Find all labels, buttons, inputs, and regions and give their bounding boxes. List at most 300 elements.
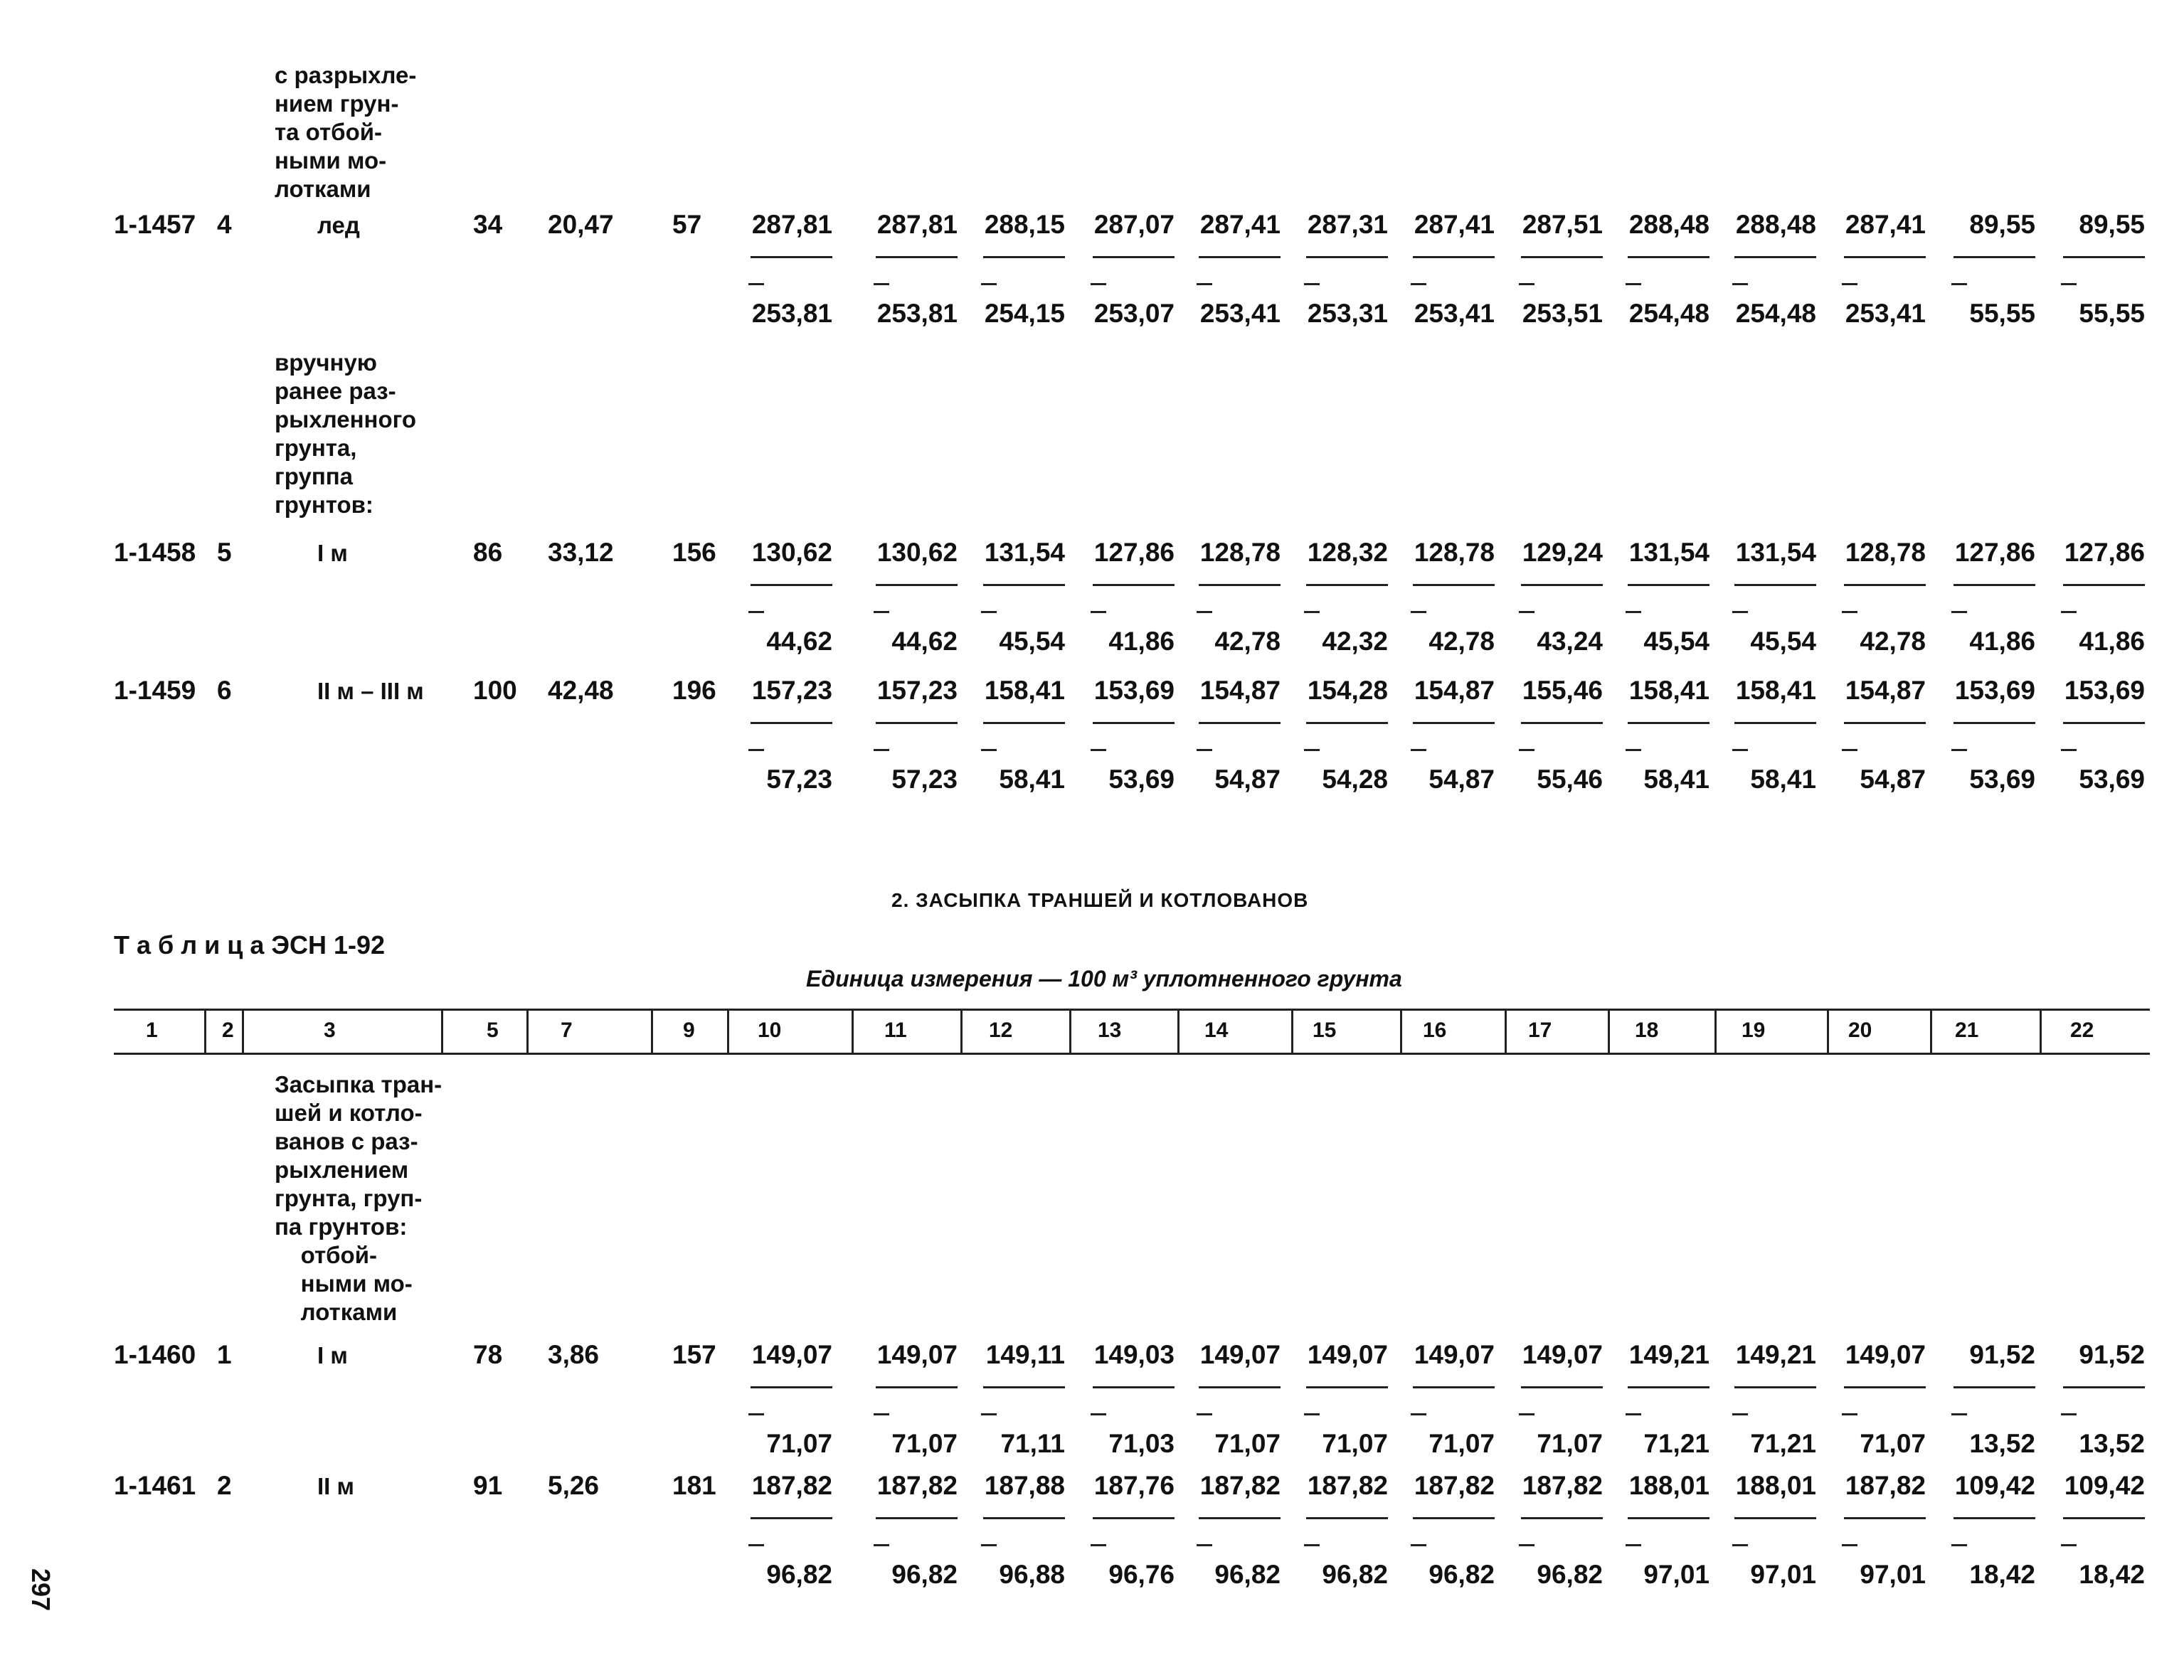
column-header-11: 11 [884, 1019, 907, 1042]
value-denominator: 96,82 [1428, 1560, 1495, 1589]
fraction-dash [874, 1544, 889, 1546]
fraction-bar [1954, 1386, 2035, 1388]
fraction-bar [751, 1517, 832, 1519]
section-title: 2. ЗАСЫПКА ТРАНШЕЙ И КОТЛОВАНОВ [891, 889, 1309, 911]
fraction-dash [981, 1544, 997, 1546]
header-column-divider [526, 1010, 529, 1054]
column-header-22: 22 [2070, 1019, 2094, 1042]
value-numerator: 288,48 [1628, 210, 1709, 239]
fraction-bar [1628, 584, 1709, 586]
header-column-divider [852, 1010, 854, 1054]
fraction-bar [983, 584, 1065, 586]
header-column-divider [1930, 1010, 1932, 1054]
value-numerator: 128,78 [1845, 538, 1926, 567]
fraction-dash [748, 1544, 764, 1546]
fraction-bar [1521, 1517, 1603, 1519]
column-header-13: 13 [1098, 1019, 1122, 1042]
fraction-dash [981, 611, 997, 613]
fraction-bar [983, 722, 1065, 724]
fraction-bar [751, 584, 832, 586]
col-5-value: 86 [473, 538, 503, 567]
fraction-bar [1093, 1517, 1175, 1519]
value-numerator: 287,41 [1199, 210, 1281, 239]
fraction-dash [874, 749, 889, 751]
col-5-value: 78 [473, 1340, 503, 1369]
header-column-divider [1291, 1010, 1293, 1054]
fraction-dash [1732, 283, 1748, 285]
value-denominator: 55,46 [1537, 765, 1603, 794]
value-denominator: 71,21 [1643, 1429, 1709, 1458]
value-denominator: 96,82 [766, 1560, 832, 1589]
value-denominator: 18,42 [1969, 1560, 2035, 1589]
value-numerator: 287,81 [751, 210, 832, 239]
col-9-value: 157 [672, 1340, 716, 1369]
fraction-bar [1628, 256, 1709, 258]
value-denominator: 41,86 [1969, 627, 2035, 656]
row-code: 1-1459 [114, 676, 196, 705]
value-denominator: 71,07 [1860, 1429, 1926, 1458]
value-denominator: 71,07 [891, 1429, 958, 1458]
value-numerator: 187,76 [1093, 1471, 1175, 1500]
value-denominator: 13,52 [1969, 1429, 2035, 1458]
value-numerator: 149,21 [1735, 1340, 1816, 1369]
header-column-divider [1714, 1010, 1717, 1054]
fraction-dash [748, 1413, 764, 1415]
value-numerator: 158,41 [1628, 676, 1709, 705]
row-code: 1-1461 [114, 1471, 196, 1500]
fraction-dash [1626, 1413, 1641, 1415]
fraction-dash [1626, 611, 1641, 613]
value-numerator: 149,03 [1093, 1340, 1175, 1369]
header-column-divider [1069, 1010, 1071, 1054]
fraction-bar [751, 1386, 832, 1388]
fraction-bar [1413, 256, 1495, 258]
value-denominator: 253,51 [1522, 299, 1603, 328]
column-header-9: 9 [683, 1019, 695, 1042]
value-denominator: 71,21 [1750, 1429, 1816, 1458]
fraction-bar [1199, 722, 1281, 724]
fraction-dash [874, 1413, 889, 1415]
fraction-dash [1197, 283, 1212, 285]
value-numerator: 149,21 [1628, 1340, 1709, 1369]
value-numerator: 187,82 [876, 1471, 958, 1500]
value-denominator: 54,28 [1322, 765, 1388, 794]
value-numerator: 131,54 [1735, 538, 1816, 567]
col-7-value: 20,47 [548, 210, 614, 239]
fraction-bar [1413, 584, 1495, 586]
fraction-bar [1521, 584, 1603, 586]
value-denominator: 58,41 [999, 765, 1065, 794]
fraction-bar [1521, 256, 1603, 258]
fraction-bar [1199, 1517, 1281, 1519]
value-denominator: 71,11 [1000, 1429, 1065, 1458]
value-numerator: 129,24 [1522, 538, 1603, 567]
value-denominator: 54,87 [1428, 765, 1495, 794]
value-denominator: 58,41 [1643, 765, 1709, 794]
value-numerator: 187,82 [1522, 1471, 1603, 1500]
col-7-value: 5,26 [548, 1471, 600, 1500]
fraction-dash [1519, 749, 1534, 751]
fraction-bar [983, 1386, 1065, 1388]
fraction-bar [876, 584, 958, 586]
fraction-dash [1411, 749, 1426, 751]
row-subtitle: II м [317, 1473, 354, 1499]
fraction-bar [1954, 584, 2035, 586]
fraction-bar [1734, 1517, 1816, 1519]
value-denominator: 253,81 [751, 299, 832, 328]
value-numerator: 128,78 [1414, 538, 1495, 567]
fraction-dash [1626, 1544, 1641, 1546]
fraction-dash [2061, 1413, 2077, 1415]
fraction-dash [981, 1413, 997, 1415]
value-numerator: 130,62 [876, 538, 958, 567]
value-denominator: 71,07 [1537, 1429, 1603, 1458]
row-description: вручную ранее раз- рыхленного грунта, группа грунтов: [275, 349, 417, 518]
fraction-bar [1093, 722, 1175, 724]
value-numerator: 131,54 [1628, 538, 1709, 567]
fraction-bar [1306, 722, 1388, 724]
value-numerator: 149,07 [1414, 1340, 1495, 1369]
col-9-value: 156 [672, 538, 716, 567]
value-numerator: 187,82 [1845, 1471, 1926, 1500]
col-7-value: 33,12 [548, 538, 614, 567]
value-numerator: 287,81 [876, 210, 958, 239]
value-denominator: 53,69 [2079, 765, 2145, 794]
value-denominator: 71,07 [766, 1429, 832, 1458]
fraction-dash [1304, 611, 1320, 613]
fraction-dash [981, 283, 997, 285]
value-denominator: 254,48 [1628, 299, 1709, 328]
fraction-bar [1844, 584, 1926, 586]
col-5-value: 91 [473, 1471, 503, 1500]
value-numerator: 187,82 [1307, 1471, 1388, 1500]
column-header-21: 21 [1955, 1019, 1979, 1042]
fraction-dash [1951, 749, 1967, 751]
fraction-dash [1091, 749, 1106, 751]
header-column-divider [960, 1010, 963, 1054]
value-denominator: 18,42 [2079, 1560, 2145, 1589]
value-numerator: 128,32 [1307, 538, 1388, 567]
value-numerator: 89,55 [1969, 210, 2035, 239]
column-header-5: 5 [487, 1019, 499, 1042]
fraction-dash [874, 611, 889, 613]
fraction-bar [876, 722, 958, 724]
fraction-bar [1306, 1517, 1388, 1519]
value-numerator: 149,07 [876, 1340, 958, 1369]
header-column-divider [1177, 1010, 1180, 1054]
row-subtitle: I м [317, 1342, 348, 1368]
column-header-14: 14 [1204, 1019, 1229, 1042]
value-numerator: 89,55 [2079, 210, 2145, 239]
row-description: Засыпка тран- шей и котло- ванов с раз- рыхлением грунта, груп- па грунтов: отбой- ными мо- лотками [275, 1071, 442, 1325]
fraction-dash [1626, 749, 1641, 751]
fraction-bar [1093, 256, 1175, 258]
fraction-bar [1306, 584, 1388, 586]
fraction-dash [1304, 283, 1320, 285]
value-numerator: 154,87 [1845, 676, 1926, 705]
fraction-bar [1844, 1517, 1926, 1519]
fraction-dash [1304, 1544, 1320, 1546]
fraction-dash [1091, 611, 1106, 613]
col-7-value: 42,48 [548, 676, 614, 705]
fraction-bar [1521, 722, 1603, 724]
value-numerator: 158,41 [984, 676, 1065, 705]
fraction-bar [1954, 722, 2035, 724]
header-column-divider [1400, 1010, 1402, 1054]
value-numerator: 158,41 [1735, 676, 1816, 705]
value-numerator: 91,52 [2079, 1340, 2145, 1369]
value-denominator: 43,24 [1537, 627, 1603, 656]
fraction-dash [2061, 1544, 2077, 1546]
fraction-dash [1951, 1544, 1967, 1546]
value-numerator: 187,88 [984, 1471, 1065, 1500]
fraction-bar [876, 256, 958, 258]
value-denominator: 96,82 [1322, 1560, 1388, 1589]
value-numerator: 288,48 [1735, 210, 1816, 239]
value-numerator: 157,23 [751, 676, 832, 705]
column-header-2: 2 [222, 1019, 234, 1042]
fraction-bar [1306, 256, 1388, 258]
row-subtitle: I м [317, 540, 348, 566]
value-denominator: 71,07 [1428, 1429, 1495, 1458]
value-numerator: 157,23 [876, 676, 958, 705]
fraction-bar [1844, 256, 1926, 258]
value-numerator: 288,15 [984, 210, 1065, 239]
value-denominator: 71,07 [1322, 1429, 1388, 1458]
header-column-divider [1608, 1010, 1610, 1054]
fraction-bar [1413, 1386, 1495, 1388]
value-numerator: 187,82 [1414, 1471, 1495, 1500]
fraction-dash [1411, 611, 1426, 613]
fraction-dash [2061, 611, 2077, 613]
value-numerator: 127,86 [2064, 538, 2145, 567]
value-denominator: 54,87 [1214, 765, 1281, 794]
column-header-10: 10 [758, 1019, 782, 1042]
value-denominator: 253,07 [1093, 299, 1175, 328]
fraction-bar [2063, 1386, 2145, 1388]
header-column-divider [2040, 1010, 2042, 1054]
value-denominator: 96,76 [1108, 1560, 1175, 1589]
fraction-dash [1411, 1413, 1426, 1415]
value-denominator: 97,01 [1860, 1560, 1926, 1589]
column-header-17: 17 [1528, 1019, 1552, 1042]
fraction-dash [1842, 283, 1857, 285]
row-description: с разрыхле- нием грун- та отбой- ными мо- лотками [275, 62, 417, 202]
value-numerator: 149,07 [1199, 1340, 1281, 1369]
value-denominator: 97,01 [1643, 1560, 1709, 1589]
fraction-bar [1954, 256, 2035, 258]
table-label: Т а б л и ц а ЭСН 1-92 [114, 930, 386, 959]
value-numerator: 153,69 [1954, 676, 2035, 705]
value-denominator: 254,48 [1735, 299, 1816, 328]
value-denominator: 42,78 [1214, 627, 1281, 656]
value-denominator: 41,86 [1108, 627, 1175, 656]
fraction-bar [2063, 1517, 2145, 1519]
fraction-bar [1413, 722, 1495, 724]
fraction-dash [1197, 1413, 1212, 1415]
value-denominator: 71,07 [1214, 1429, 1281, 1458]
row-subtitle: II м – III м [317, 678, 424, 704]
value-numerator: 155,46 [1522, 676, 1603, 705]
value-numerator: 187,82 [751, 1471, 832, 1500]
value-denominator: 253,41 [1199, 299, 1281, 328]
fraction-dash [748, 611, 764, 613]
fraction-dash [1519, 611, 1534, 613]
fraction-bar [1306, 1386, 1388, 1388]
value-numerator: 154,28 [1307, 676, 1388, 705]
value-numerator: 128,78 [1199, 538, 1281, 567]
fraction-bar [751, 722, 832, 724]
fraction-bar [1093, 584, 1175, 586]
fraction-bar [751, 256, 832, 258]
column-header-18: 18 [1635, 1019, 1659, 1042]
value-denominator: 13,52 [2079, 1429, 2145, 1458]
fraction-dash [1304, 1413, 1320, 1415]
value-numerator: 131,54 [984, 538, 1065, 567]
value-numerator: 287,07 [1093, 210, 1175, 239]
fraction-dash [1519, 1544, 1534, 1546]
fraction-bar [1628, 1517, 1709, 1519]
header-column-divider [242, 1010, 244, 1054]
value-denominator: 253,41 [1845, 299, 1926, 328]
value-numerator: 149,07 [1307, 1340, 1388, 1369]
value-denominator: 54,87 [1860, 765, 1926, 794]
value-numerator: 109,42 [1954, 1471, 2035, 1500]
fraction-dash [1519, 283, 1534, 285]
value-denominator: 58,41 [1750, 765, 1816, 794]
fraction-dash [1732, 611, 1748, 613]
value-denominator: 41,86 [2079, 627, 2145, 656]
value-denominator: 44,62 [891, 627, 958, 656]
fraction-bar [2063, 722, 2145, 724]
column-header-12: 12 [989, 1019, 1013, 1042]
fraction-dash [748, 749, 764, 751]
value-denominator: 253,41 [1414, 299, 1495, 328]
fraction-dash [2061, 283, 2077, 285]
row-code: 1-1457 [114, 210, 196, 239]
value-denominator: 42,78 [1428, 627, 1495, 656]
fraction-bar [1413, 1517, 1495, 1519]
col-7-value: 3,86 [548, 1340, 600, 1369]
fraction-bar [1199, 1386, 1281, 1388]
fraction-bar [1734, 1386, 1816, 1388]
value-numerator: 154,87 [1199, 676, 1281, 705]
value-numerator: 149,07 [751, 1340, 832, 1369]
header-column-divider [651, 1010, 653, 1054]
fraction-dash [1842, 1413, 1857, 1415]
value-numerator: 287,51 [1522, 210, 1603, 239]
col-9-value: 181 [672, 1471, 716, 1500]
fraction-dash [1951, 283, 1967, 285]
fraction-dash [1519, 1413, 1534, 1415]
fraction-dash [1411, 283, 1426, 285]
fraction-bar [1199, 256, 1281, 258]
fraction-bar [1521, 1386, 1603, 1388]
row-number: 4 [217, 210, 232, 239]
unit-of-measure: Единица измерения — 100 м³ уплотненного грунта [806, 966, 1402, 991]
header-top-rule [114, 1009, 2150, 1011]
value-denominator: 57,23 [891, 765, 958, 794]
value-numerator: 188,01 [1735, 1471, 1816, 1500]
page-number: 297 [26, 1568, 55, 1612]
value-denominator: 96,82 [1214, 1560, 1281, 1589]
fraction-dash [1197, 1544, 1212, 1546]
value-numerator: 287,41 [1845, 210, 1926, 239]
value-numerator: 187,82 [1199, 1471, 1281, 1500]
value-denominator: 53,69 [1108, 765, 1175, 794]
row-code: 1-1458 [114, 538, 196, 567]
col-5-value: 100 [473, 676, 517, 705]
value-denominator: 53,69 [1969, 765, 2035, 794]
value-denominator: 96,82 [1537, 1560, 1603, 1589]
fraction-dash [2061, 749, 2077, 751]
fraction-dash [981, 749, 997, 751]
column-header-1: 1 [146, 1019, 158, 1042]
column-header-20: 20 [1848, 1019, 1872, 1042]
value-numerator: 153,69 [1093, 676, 1175, 705]
fraction-bar [1734, 256, 1816, 258]
column-header-3: 3 [324, 1019, 336, 1042]
fraction-bar [1954, 1517, 2035, 1519]
fraction-dash [1732, 1413, 1748, 1415]
value-denominator: 57,23 [766, 765, 832, 794]
value-numerator: 109,42 [2064, 1471, 2145, 1500]
value-numerator: 130,62 [751, 538, 832, 567]
header-bottom-rule [114, 1053, 2150, 1055]
fraction-bar [983, 1517, 1065, 1519]
header-column-divider [1827, 1010, 1829, 1054]
value-denominator: 44,62 [766, 627, 832, 656]
value-denominator: 96,88 [999, 1560, 1065, 1589]
col-9-value: 196 [672, 676, 716, 705]
header-column-divider [204, 1010, 206, 1054]
fraction-dash [1091, 1544, 1106, 1546]
value-numerator: 149,11 [985, 1340, 1065, 1369]
fraction-bar [876, 1386, 958, 1388]
column-header-16: 16 [1423, 1019, 1447, 1042]
fraction-dash [1732, 749, 1748, 751]
column-header-7: 7 [561, 1019, 573, 1042]
value-denominator: 71,03 [1108, 1429, 1175, 1458]
value-denominator: 42,78 [1860, 627, 1926, 656]
fraction-dash [1091, 283, 1106, 285]
fraction-bar [1628, 722, 1709, 724]
value-numerator: 287,41 [1414, 210, 1495, 239]
row-number: 2 [217, 1471, 232, 1500]
fraction-bar [1199, 584, 1281, 586]
fraction-bar [983, 256, 1065, 258]
fraction-dash [1304, 749, 1320, 751]
value-numerator: 91,52 [1969, 1340, 2035, 1369]
value-numerator: 127,86 [1093, 538, 1175, 567]
value-denominator: 253,31 [1307, 299, 1388, 328]
value-numerator: 287,31 [1307, 210, 1388, 239]
header-column-divider [727, 1010, 729, 1054]
fraction-dash [1951, 1413, 1967, 1415]
row-code: 1-1460 [114, 1340, 196, 1369]
column-header-15: 15 [1313, 1019, 1337, 1042]
fraction-bar [876, 1517, 958, 1519]
fraction-bar [1844, 1386, 1926, 1388]
value-denominator: 55,55 [1969, 299, 2035, 328]
value-denominator: 253,81 [876, 299, 958, 328]
column-header-19: 19 [1742, 1019, 1766, 1042]
value-denominator: 254,15 [984, 299, 1065, 328]
fraction-dash [1842, 611, 1857, 613]
row-number: 5 [217, 538, 232, 567]
row-number: 6 [217, 676, 232, 705]
value-denominator: 45,54 [999, 627, 1065, 656]
